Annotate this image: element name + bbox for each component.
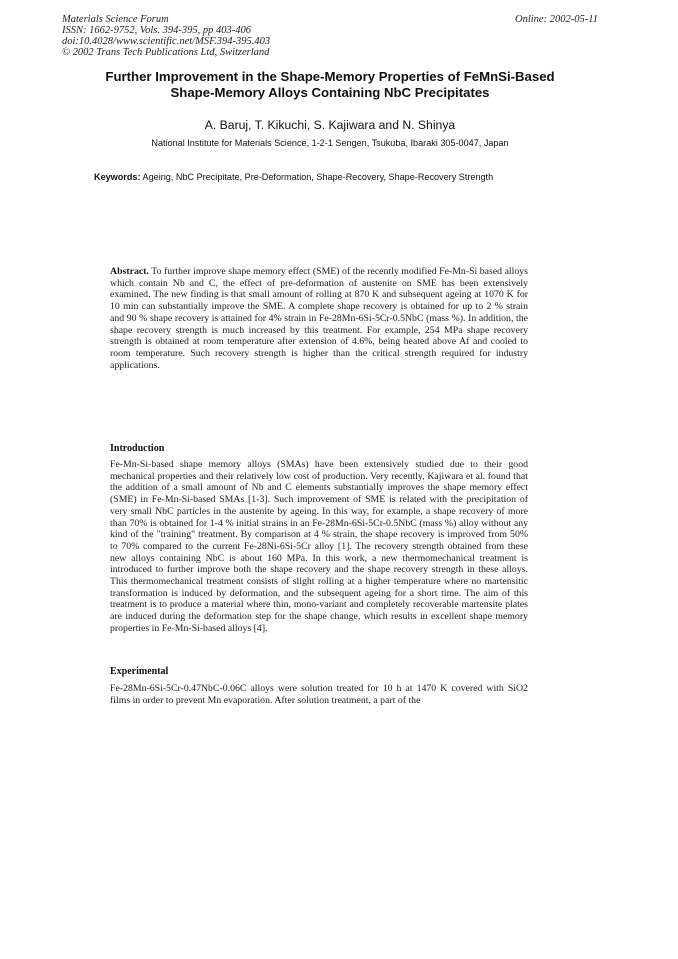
issn-line: ISSN: 1662-9752, Vols. 394-395, pp 403-406 [62,25,251,36]
publication-header [62,14,270,58]
journal-name: Materials Science Forum [62,14,169,25]
experimental-heading: Experimental [110,666,169,677]
copyright-line: © 2002 Trans Tech Publications Ltd, Switzerland [62,47,270,58]
experimental-paragraph: Fe-28Mn-6Si-5Cr-0.47NbC-0.06C alloys were solution treated for 10 h at 1470 K covered with SiO2 films in order to prevent Mn evaporation. After solution treatment, a part of the [110,683,528,706]
introduction-heading: Introduction [110,443,165,454]
paper-title: Further Improvement in the Shape-Memory Properties of FeMnSi-Based Shape-Memory Alloys Containing NbC Precipitates [105,69,555,100]
abstract-label: Abstract. [110,266,149,277]
keywords-label: Keywords: [94,172,141,182]
doi-link[interactable]: doi:10.4028/www.scientific.net/MSF.394-395.403 [62,36,271,47]
paper-authors: A. Baruj, T. Kikuchi, S. Kajiwara and N. Shinya [204,118,456,132]
abstract-text: To further improve shape memory effect (SME) of the recently modified Fe-Mn-Si based alloys which contain Nb and C, the effect of pre-deformation of austenite on SME has been extensively examined. The new finding is that small amount of rolling at 870 K and subsequent ageing at 1070 K for 10 min can substantially improve the SME. A complete shape recovery is obtained for up to 2 % strain and 90 % shape recovery is attained for 4% strain in Fe-28Mn-6Si-5Cr-0.5NbC (mass %). In addition, the shape recovery strength is much increased by this treatment. For example, 254 MPa shape recovery strength is obtained at room temperature after extension of 4.6%, being heated above Af and cooled to room temperature. Such recovery strength is higher than the critical strength required for industry applications. [110,266,528,371]
author-affiliation: National Institute for Materials Science, 1-2-1 Sengen, Tsukuba, Ibaraki 305-0047, Japan [151,138,509,148]
online-date: Online: 2002-05-11 [515,14,598,25]
keywords-text: Ageing, NbC Precipitate, Pre-Deformation, Shape-Recovery, Shape-Recovery Strength [140,172,494,182]
introduction-paragraph: Fe-Mn-Si-based shape memory alloys (SMAs) have been extensively studied due to their good mechanical properties and their relatively low cost of production. Very recently, Kajiwara et al. found that the addition of a small amount of Nb and C elements substantially improves the shape memory effect (SME) in Fe-Mn-Si-based SMAs [1-3]. Such improvement of SME is related with the precipitation of very small NbC particles in the austenite by ageing. In this way, for example, a shape recovery of more than 70% is obtained for 1-4 % initial strains in an Fe-28Mn-6Si-5Cr-0.5NbC (mass %) alloy without any kind of the "training" treatment. By comparison at 4 % strain, the shape recovery is improved from 50% to 70% compared to the current Fe-28Ni-6Si-5Cr alloy [1]. The recovery strength obtained from these new alloys containing NbC is about 160 MPa. In this work, a new thermomechanical treatment is introduced to further improve both the shape recovery and the shape recovery strength in these alloys. This thermomechanical treatment consists of slight rolling at a higher temperature where no martensitic transformation is induced by deformation, and the subsequent ageing for a short time. The aim of this treatment is to produce a material where thin, mono-variant and completely recoverable martensite plates are induced during the deformation step for the shape change, which results in excellent shape memory properties in Fe-Mn-Si-based alloys [4]. [110,459,528,634]
abstract-paragraph [110,266,528,371]
keywords-block [94,172,509,184]
